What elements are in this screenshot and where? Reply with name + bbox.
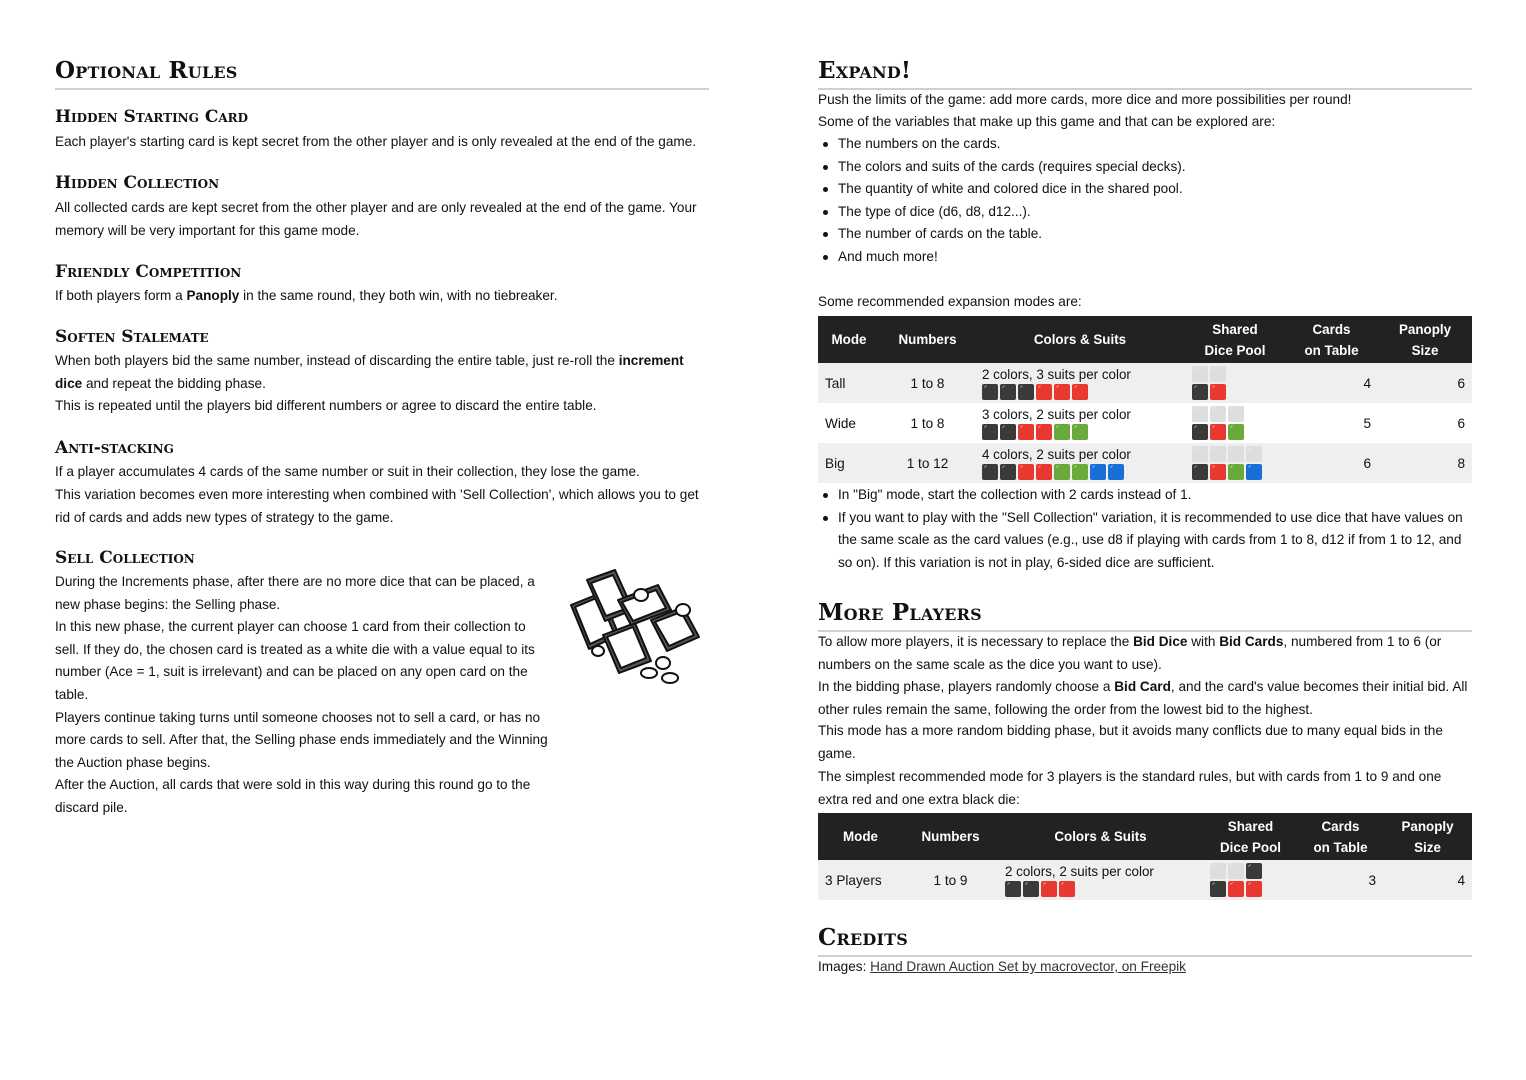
credits-title: Credits	[818, 924, 1472, 957]
white-swatch	[1228, 863, 1244, 879]
white-swatch	[1210, 366, 1226, 382]
list-item: If you want to play with the "Sell Collection" variation, it is recommended to use dice that have values on the same scale as the card values (e.g., use d8 if playing with cards from 1 to 8, d12 if from 1 to 12, and so on). If this variation is not in play, 6-sided dice are sufficient.	[838, 507, 1472, 575]
colors-suits-cell	[975, 403, 1185, 443]
cards-on-table-cell: 5	[1285, 403, 1378, 443]
money-and-coins-illustration	[563, 565, 713, 685]
header-cards-on-table: Cards on Table	[1298, 813, 1383, 860]
green-swatch	[1228, 424, 1244, 440]
white-swatch	[1210, 863, 1226, 879]
swatch-row	[1210, 881, 1291, 897]
dice-pool	[1192, 446, 1278, 480]
black-swatch	[1018, 384, 1034, 400]
panoply-size-cell: 6	[1378, 363, 1472, 403]
dice-pool-cell	[1185, 403, 1285, 443]
header-shared-dice-pool: Shared Dice Pool	[1185, 316, 1285, 363]
header-numbers: Numbers	[903, 813, 998, 860]
header-cards-on-table: Cards on Table	[1285, 316, 1378, 363]
mode-cell: Big	[818, 443, 880, 483]
hidden-starting-card-heading: Hidden Starting Card	[55, 107, 249, 127]
expansion-notes	[818, 484, 1472, 574]
red-swatch	[1246, 881, 1262, 897]
green-swatch	[1054, 424, 1070, 440]
list-item: And much more!	[838, 246, 1472, 269]
red-swatch	[1059, 881, 1075, 897]
red-swatch	[1036, 424, 1052, 440]
more-players-title: More Players	[818, 599, 1472, 632]
red-swatch	[1228, 881, 1244, 897]
white-swatch	[1228, 446, 1244, 462]
dice-pool	[1192, 366, 1278, 400]
table-header-row	[818, 316, 1472, 363]
swatch-row	[1192, 464, 1278, 480]
red-swatch	[1018, 464, 1034, 480]
swatch-row	[1192, 384, 1278, 400]
expand-intro-1: Push the limits of the game: add more cards, more dice and more possibilities per round!	[818, 92, 1352, 107]
black-swatch	[1005, 881, 1021, 897]
black-swatch	[982, 424, 998, 440]
header-shared-dice-pool: Shared Dice Pool	[1203, 813, 1298, 860]
sell-collection-text-3: Players continue taking turns until someone chooses not to sell a card, or has no more cards to sell. After that, the Selling phase ends immediately and the Winning the Auction phase begins.	[55, 709, 548, 770]
swatch-row	[1192, 366, 1278, 382]
swatch-row	[1192, 446, 1278, 462]
table-row	[818, 860, 1472, 900]
header-numbers: Numbers	[880, 316, 975, 363]
swatch-row	[1192, 424, 1278, 440]
green-swatch	[1228, 464, 1244, 480]
table-header-row	[818, 813, 1472, 860]
cards-on-table-cell: 4	[1285, 363, 1378, 403]
swatch-row	[982, 464, 1178, 480]
blue-swatch	[1090, 464, 1106, 480]
anti-stacking-text: If a player accumulates 4 cards of the same number or suit in their collection, they lose the game.	[55, 464, 640, 479]
hidden-starting-card-text: Each player's starting card is kept secret from the other player and is only revealed at the end of the game.	[55, 134, 697, 149]
black-swatch	[1192, 464, 1208, 480]
more-players-text-4: The simplest recommended mode for 3 players is the standard rules, but with cards from 1 to 9 and one extra red and one extra black die:	[818, 769, 1442, 807]
dice-pool-cell	[1185, 363, 1285, 403]
anti-stacking-text-2: This variation becomes even more interesting when combined with 'Sell Collection', which allows you to get rid of cards and adds new types of strategy to the game.	[55, 487, 699, 525]
numbers-cell: 1 to 8	[880, 403, 975, 443]
red-swatch	[1210, 384, 1226, 400]
list-item: The quantity of white and colored dice in the shared pool.	[838, 178, 1472, 201]
white-swatch	[1210, 446, 1226, 462]
numbers-cell: 1 to 12	[880, 443, 975, 483]
header-colors-suits: Colors & Suits	[998, 813, 1203, 860]
table-row	[818, 363, 1472, 403]
dice-pool	[1210, 863, 1291, 897]
black-swatch	[1192, 424, 1208, 440]
panoply-size-cell: 8	[1378, 443, 1472, 483]
swatch-row	[982, 384, 1178, 400]
table-row	[818, 403, 1472, 443]
white-swatch	[1228, 406, 1244, 422]
header-mode: Mode	[818, 316, 880, 363]
dice-pool-cell	[1185, 443, 1285, 483]
white-swatch	[1192, 446, 1208, 462]
green-swatch	[1072, 424, 1088, 440]
black-swatch	[1000, 384, 1016, 400]
sell-collection-text-2: In this new phase, the current player can choose 1 card from their collection to sell. If they do, the chosen card is treated as a white die with a value equal to its number (Ace = 1, suit is irrelevant) and can be placed on any open card on the table.	[55, 619, 535, 702]
anti-stacking-heading: Anti-stacking	[55, 438, 174, 458]
swatch-row	[1005, 881, 1196, 897]
credits-text: Images: Hand Drawn Auction Set by macrovector, on Freepik	[818, 959, 1186, 974]
numbers-cell: 1 to 8	[880, 363, 975, 403]
blue-swatch	[1108, 464, 1124, 480]
colors-suits-cell	[975, 443, 1185, 483]
expansion-table-intro: Some recommended expansion modes are:	[818, 294, 1082, 309]
list-item: In "Big" mode, start the collection with 2 cards instead of 1.	[838, 484, 1472, 507]
colors-suits-cell	[998, 860, 1203, 900]
black-swatch	[1210, 881, 1226, 897]
white-swatch	[1210, 406, 1226, 422]
colors-suits-label: 2 colors, 3 suits per color	[982, 366, 1131, 382]
colors-suits-label: 4 colors, 2 suits per color	[982, 446, 1131, 462]
black-swatch	[1000, 424, 1016, 440]
colors-suits-label: 2 colors, 2 suits per color	[1005, 863, 1154, 879]
blue-swatch	[1246, 464, 1262, 480]
red-swatch	[1210, 464, 1226, 480]
sell-collection-body	[55, 571, 553, 820]
header-mode: Mode	[818, 813, 903, 860]
list-item: The type of dice (d6, d8, d12...).	[838, 201, 1472, 224]
list-item: The colors and suits of the cards (requires special decks).	[838, 156, 1472, 179]
white-swatch	[1246, 446, 1262, 462]
colors-suits-cell	[975, 363, 1185, 403]
sell-collection-text-4: After the Auction, all cards that were sold in this way during this round go to the discard pile.	[55, 777, 531, 815]
optional-rules-title: Optional Rules	[55, 57, 709, 90]
header-colors-suits: Colors & Suits	[975, 316, 1185, 363]
sell-collection-heading: Sell Collection	[55, 548, 195, 568]
soften-stalemate-text: When both players bid the same number, instead of discarding the entire table, just re-roll the increment dice and repeat the bidding phase.	[55, 353, 684, 391]
expand-title: Expand!	[818, 57, 1472, 90]
swatch-row	[1192, 406, 1278, 422]
panoply-size-cell: 4	[1383, 860, 1472, 900]
swatch-row	[982, 424, 1178, 440]
red-swatch	[1072, 384, 1088, 400]
soften-stalemate-text-2: This is repeated until the players bid different numbers or agree to discard the entire table.	[55, 398, 597, 413]
mode-cell: Tall	[818, 363, 880, 403]
black-swatch	[1192, 384, 1208, 400]
variables-list	[818, 133, 1472, 269]
dice-pool-cell	[1203, 860, 1298, 900]
white-swatch	[1192, 406, 1208, 422]
red-swatch	[1036, 464, 1052, 480]
freepik-credit-link[interactable]: Hand Drawn Auction Set by macrovector, on Freepik	[870, 959, 1186, 974]
soften-stalemate-heading: Soften Stalemate	[55, 327, 209, 347]
black-swatch	[982, 384, 998, 400]
red-swatch	[1018, 424, 1034, 440]
more-players-text-2: In the bidding phase, players randomly choose a Bid Card, and the card's value becomes their initial bid. All other rules remain the same, following the order from the lowest bid to the highest.	[818, 679, 1468, 717]
red-swatch	[1041, 881, 1057, 897]
more-players-text-1: To allow more players, it is necessary to replace the Bid Dice with Bid Cards, numbered from 1 to 6 (or numbers on the same scale as the dice you want to use).	[818, 634, 1442, 672]
panoply-size-cell: 6	[1378, 403, 1472, 443]
friendly-competition-heading: Friendly Competition	[55, 262, 242, 282]
red-swatch	[1210, 424, 1226, 440]
black-swatch	[1000, 464, 1016, 480]
sell-collection-text-1: During the Increments phase, after there are no more dice that can be placed, a new phase begins: the Selling phase.	[55, 574, 535, 612]
red-swatch	[1036, 384, 1052, 400]
three-players-table	[818, 813, 1472, 900]
list-item: The numbers on the cards.	[838, 133, 1472, 156]
mode-cell: Wide	[818, 403, 880, 443]
list-item: The number of cards on the table.	[838, 223, 1472, 246]
numbers-cell: 1 to 9	[903, 860, 998, 900]
red-swatch	[1054, 384, 1070, 400]
colors-suits-label: 3 colors, 2 suits per color	[982, 406, 1131, 422]
header-panoply-size: Panoply Size	[1378, 316, 1472, 363]
expand-intro-2: Some of the variables that make up this game and that can be explored are:	[818, 114, 1276, 129]
green-swatch	[1054, 464, 1070, 480]
swatch-row	[1210, 863, 1291, 879]
dice-pool	[1192, 406, 1278, 440]
black-swatch	[982, 464, 998, 480]
hidden-collection-heading: Hidden Collection	[55, 173, 220, 193]
black-swatch	[1023, 881, 1039, 897]
cards-on-table-cell: 6	[1285, 443, 1378, 483]
green-swatch	[1072, 464, 1088, 480]
cards-on-table-cell: 3	[1298, 860, 1383, 900]
friendly-competition-text: If both players form a Panoply in the same round, they both win, with no tiebreaker.	[55, 288, 558, 303]
more-players-text-3: This mode has a more random bidding phase, but it avoids many conflicts due to many equal bids in the game.	[818, 723, 1443, 761]
white-swatch	[1192, 366, 1208, 382]
header-panoply-size: Panoply Size	[1383, 813, 1472, 860]
hidden-collection-text: All collected cards are kept secret from the other player and are only revealed at the end of the game. Your memory will be very important for this game mode.	[55, 200, 697, 238]
mode-cell: 3 Players	[818, 860, 903, 900]
table-row	[818, 443, 1472, 483]
expansion-modes-table	[818, 316, 1472, 483]
black-swatch	[1246, 863, 1262, 879]
